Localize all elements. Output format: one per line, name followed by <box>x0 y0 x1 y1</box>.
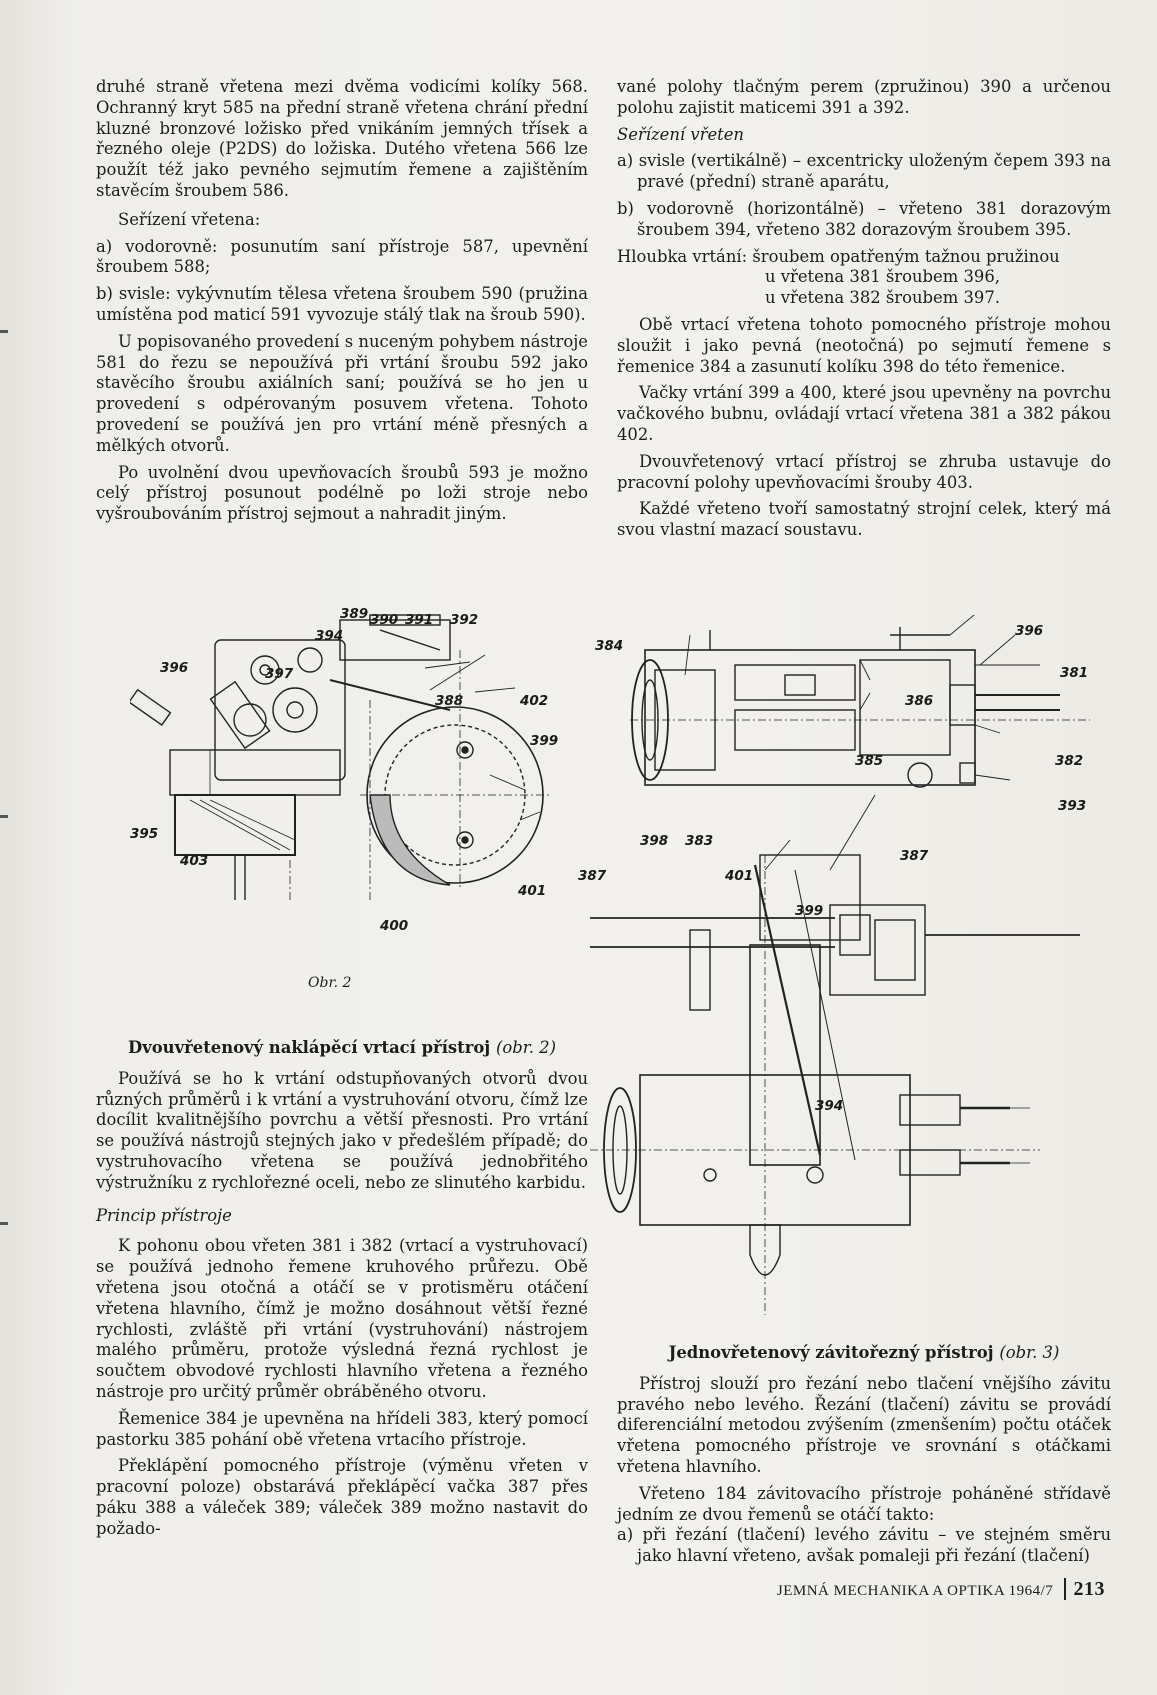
list-item: b) vodorovně (horizontálně) – vřeteno 381 dorazovým šroubem 394, vřeteno 382 dorazovým šroubem 395. <box>617 198 1111 239</box>
list-item <box>96 284 588 326</box>
paragraph: Dvouvřetenový vrtací přístroj se zhruba ustavuje do pracovní polohy upevňovacími šrouby 403. <box>617 451 1111 492</box>
paragraph: Vřeteno 184 závitovacího přístroje poháněné střídavě jedním ze dvou řemenů se otáčí takto: <box>617 1483 1111 1524</box>
figure-2-drawing <box>130 600 610 950</box>
fig2-label-401: 401 <box>518 883 547 899</box>
fig2-label-403: 403 <box>180 853 209 869</box>
fig2-label-391: 391 <box>405 612 434 628</box>
paragraph: Přístroj slouží pro řezání nebo tlačení vnějšího závitu pravého nebo levého. Řezání (tlačení) závitu se provádí diferenciální metodou zvýšením (zmenšením) počtu otáček vřetena pomocného přístroje ve srovnání s otáčkami vřetena hlavního. <box>617 1373 1111 1476</box>
paragraph: druhé straně vřetena mezi dvěma vodicími kolíky 568. Ochranný kryt 585 na přední straně vřetena chrání přední kluzné bronzové ložisko před vnikáním jemných třísek a řezného oleje (P2DS) do ložiska. Dutého vřetena 566 lze použít též jako pevného sejmutím řemene a zajištěním stavěcím šroubem 586. <box>96 77 588 200</box>
depth-line: u vřetena 381 šroubem 396, <box>765 267 1000 287</box>
fig3-label-399: 399 <box>795 903 824 919</box>
fig2-label-402: 402 <box>520 693 549 709</box>
fig3-label-384: 384 <box>595 638 624 654</box>
right-column-top <box>617 77 1111 547</box>
item-label: Hloubka vrtání: <box>617 246 748 266</box>
fig3-label-394: 394 <box>815 1098 844 1114</box>
right-column-bottom <box>617 1343 1111 1573</box>
binding-mark <box>0 330 8 333</box>
paragraph: Používá se ho k vrtání odstupňovaných otvorů dvou různých průměrů i k vrtání a vystruhování otvoru, čímž lze docílit kvalitnějšího povrchu a větší přesnosti. Pro vrtání se používá nástrojů stejných jako v předešlém případě; do vystruhovacího vřetena se používá jednobřitého výstružníku z rychlořezné oceli, nebo ze slinutého karbidu. <box>96 1068 588 1192</box>
section-subheading: Princip přístroje <box>96 1205 232 1225</box>
journal-title: JEMNÁ MECHANIKA A OPTIKA 1964/7 <box>776 1583 1054 1599</box>
fig2-label-397: 397 <box>265 666 294 682</box>
item-label: b) svisle: <box>96 284 171 304</box>
paragraph: Po uvolnění dvou upevňovacích šroubů 593 je možno celý přístroj posunout podélně po loži stroje nebo vyšroubováním přístroj sejmout a nahradit jiným. <box>96 462 588 524</box>
heading-figure-ref: (obr. 3) <box>999 1343 1060 1362</box>
list-item <box>96 237 588 279</box>
heading-figure-ref: (obr. 2) <box>495 1038 556 1057</box>
left-column-bottom <box>96 1038 588 1546</box>
fig2-label-395: 395 <box>130 826 159 842</box>
depth-line: u vřetena 382 šroubem 397. <box>765 288 1000 308</box>
page-number: 213 <box>1064 1578 1106 1600</box>
binding-mark <box>0 1222 8 1225</box>
fig3-label-396: 396 <box>1015 623 1044 639</box>
fig2-label-396: 396 <box>160 660 189 676</box>
fig2-label-389: 389 <box>340 606 369 622</box>
list-item: a) při řezání (tlačení) levého závitu – ve stejném směru jako hlavní vřeteno, avšak pomaleji při řezání (tlačení) <box>617 1525 1111 1566</box>
fig3-label-393: 393 <box>1058 798 1087 814</box>
paragraph: Vačky vrtání 399 a 400, které jsou upevněny na povrchu vačkového bubnu, ovládají vrtací vřetena 381 a 382 pákou 402. <box>617 383 1111 444</box>
fig3-label-386: 386 <box>905 693 934 709</box>
section-heading: Seřízení vřetena: <box>118 209 261 229</box>
page-footer <box>777 1578 1105 1601</box>
depth-line <box>617 247 1111 268</box>
heading-text: Dvouvřetenový naklápěcí vrtací přístroj <box>128 1038 491 1057</box>
fig3-label-385: 385 <box>855 753 884 769</box>
item-text: vykývnutím tělesa vřetena šroubem 590 (pružina umístěna pod maticí 591 vyvozuje stálý tlak na šroub 590). <box>96 284 588 324</box>
fig2-label-390: 390 <box>370 612 399 628</box>
item-text: posunutím saní přístroje 587, upevnění šroubem 588; <box>96 236 588 277</box>
fig3-label-383: 383 <box>685 833 714 849</box>
paragraph: Překlápění pomocného přístroje (výměnu vřeten v pracovní poloze) obstarává překlápěcí vačka 387 přes páku 388 a váleček 389; váleček 389 možno nastavit do požado- <box>96 1456 588 1538</box>
fig2-label-387: 387 <box>578 868 607 884</box>
fig2-label-392: 392 <box>450 612 479 628</box>
fig3-label-398: 398 <box>640 833 669 849</box>
section-heading: Seřízení vřeten <box>617 124 744 144</box>
paragraph: U popisovaného provedení s nuceným pohybem nástroje 581 do řezu se nepoužívá při vrtání šroubu 592 jako stavěcího šroubu axiálních saní; používá se ho jen u provedení s odpérovaným posuvem vřetena. Tohoto provedení se používá jen pro vrtání méně přesných a mělkých otvorů. <box>96 331 588 455</box>
figure-3-drawing <box>590 615 1110 1320</box>
item-text: šroubem opatřeným tažnou pružinou <box>752 246 1060 266</box>
fig2-label-400: 400 <box>380 918 409 934</box>
paragraph: vané polohy tlačným perem (zpružinou) 390 a určenou polohu zajistit maticemi 391 a 392. <box>617 77 1111 117</box>
list-item: a) svisle (vertikálně) – excentricky uloženým čepem 393 na pravé (přední) straně aparátu, <box>617 151 1111 192</box>
figure-2-caption: Obr. 2 <box>308 975 352 991</box>
fig3-label-381: 381 <box>1060 665 1089 681</box>
fig2-label-388: 388 <box>435 693 464 709</box>
fig3-label-401: 401 <box>725 868 754 884</box>
heading-text: Jednovřetenový závitořezný přístroj <box>668 1343 994 1362</box>
fig2-label-394: 394 <box>315 628 344 644</box>
paragraph: Řemenice 384 je upevněna na hřídeli 383, který pomocí pastorku 385 pohání obě vřetena vrtacího přístroje. <box>96 1408 588 1449</box>
paragraph: Každé vřeteno tvoří samostatný strojní celek, který má svou vlastní mazací soustavu. <box>617 499 1111 540</box>
fig3-label-387: 387 <box>900 848 929 864</box>
binding-mark <box>0 815 8 818</box>
paragraph: K pohonu obou vřeten 381 i 382 (vrtací a vystruhovací) se používá jednoho řemene kruhového průřezu. Obě vřetena jsou otočná a otáčí se v protisměru otáčení vřetena hlavního, čímž je možno dosáhnout větší řezné rychlosti, zvláště při vrtání (vystruhování) nástrojem malého průměru, protože výsledná řezná rychlost je součtem obvodové rychlosti hlavního vřetena a řezného nástroje pro určitý průměr obráběného otvoru. <box>96 1236 588 1401</box>
fig2-label-399: 399 <box>530 733 559 749</box>
item-label: a) vodorovně: <box>96 236 218 256</box>
section-heading <box>96 1038 588 1059</box>
left-column-top <box>96 77 588 531</box>
section-heading <box>617 1343 1111 1364</box>
fig3-label-382: 382 <box>1055 753 1084 769</box>
paragraph: Obě vrtací vřetena tohoto pomocného přístroje mohou sloužit i jako pevná (neotočná) po sejmutí řemene s řemenice 384 a zasunutí kolíku 398 do této řemenice. <box>617 314 1111 376</box>
